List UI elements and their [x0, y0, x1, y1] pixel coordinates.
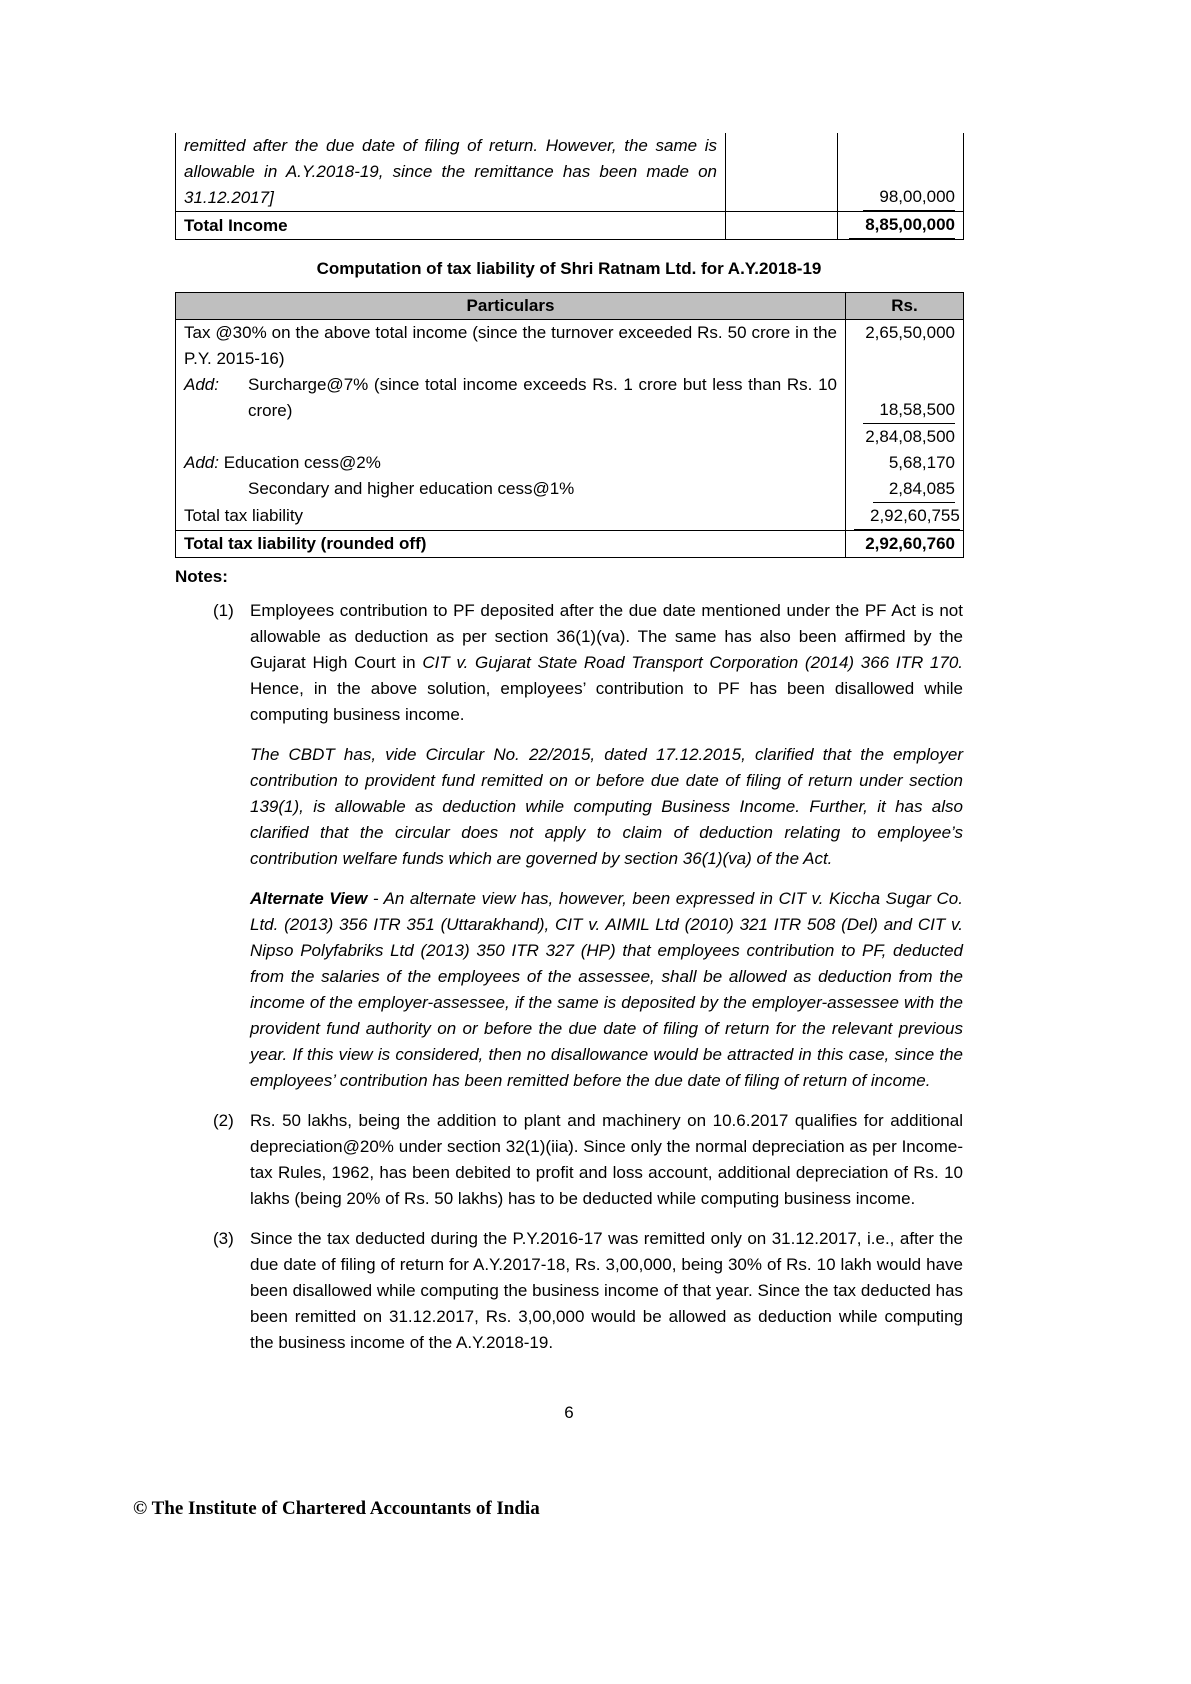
particulars-cell [176, 320, 846, 373]
amount-cell: 2,92,60,760 [846, 531, 964, 558]
note-body [250, 1108, 963, 1212]
tax-liability-table [175, 292, 964, 558]
note-number: (2) [213, 1111, 234, 1130]
particulars-cell: Total tax liability (rounded off) [176, 531, 846, 558]
text-segment: Employees contribution to PF deposited after the due date mentioned under the PF Act is not allowable as deduction as per section 36(1)(va). The same has also been affirmed by the Gujarat High Court in [250, 601, 963, 672]
row-text-main: Education cess@2% [223, 453, 381, 472]
amount-value: 2,92,60,755 [854, 503, 960, 530]
note-paragraph-alternate-view [250, 886, 963, 1094]
copyright-footer: © The Institute of Chartered Accountants of India [133, 1498, 540, 1519]
note-paragraph-cbdt [250, 742, 963, 872]
notes-section [175, 564, 963, 1356]
text-segment: Rs. 50 lakhs, being the addition to plant and machinery on 10.6.2017 qualifies for additional depreciation@20% under section 32(1)(iia). Since only the normal depreciation as per Income-tax Rules, 1962, has been debited to profit and loss account, additional depreciation of Rs. 10 lakhs (being 20% of Rs. 50 lakhs) has to be deducted while computing business income. [250, 1111, 963, 1208]
column-header-amount: Rs. [846, 293, 964, 320]
table-row-she-cess [176, 476, 964, 503]
table-header-row [176, 293, 964, 320]
total-income-table [175, 133, 964, 240]
page-number: 6 [564, 1403, 574, 1422]
amount-cell [846, 503, 964, 531]
page-content [175, 133, 963, 1370]
table-row-tax-30 [176, 320, 964, 373]
case-citation: CIT v. Gujarat State Road Transport Corporation (2014) 366 ITR 170. [422, 653, 964, 672]
note-number: (3) [213, 1229, 234, 1248]
amount-cell: 5,68,170 [846, 450, 964, 476]
table-row-surcharge [176, 372, 964, 424]
carryover-text: remitted after the due date of filing of return. However, the same is allowable in A.Y.2018-19, since the remittance has been made on 31.12.2017] [184, 136, 717, 207]
add-prefix: Add: [184, 375, 219, 394]
note-paragraph [250, 598, 963, 728]
text-segment: Hence, in the above solution, employees’ contribution to PF has been disallowed while computing business income. [250, 679, 963, 724]
add-prefix: Add: [184, 453, 219, 472]
table-row-total-tax [176, 503, 964, 531]
note-item-2 [175, 1108, 963, 1212]
text-segment: Since the tax deducted during the P.Y.2016-17 was remitted only on 31.12.2017, i.e., after the due date of filing of return for A.Y.2017-18, Rs. 3,00,000, being 30% of Rs. 10 lakh would have been disallowed while computing the business income of that year. Since the tax deducted has been remitted on 31.12.2017, Rs. 3,00,000 would be allowed as deduction while computing the business income of the A.Y.2018-19. [250, 1229, 963, 1352]
total-income-label: Total Income [176, 212, 726, 240]
note-item-3 [175, 1226, 963, 1356]
particulars-cell [176, 424, 846, 450]
particulars-cell: Secondary and higher education cess@1% [248, 479, 575, 498]
text-segment: - An alternate view has, however, been expressed in CIT v. Kiccha Sugar Co. Ltd. (2013) 356 ITR 351 (Uttarakhand), CIT v. AIMIL Ltd (2010) 321 ITR 508 (Del) and CIT v. Nipso Polyfabriks Ltd (2013) 350 ITR 327 (HP) that employees contribution to PF, deducted from the salaries of the employees of the assessee, shall be allowed as deduction from the income of the employer-assessee, if the same is deposited by the employer-assessee with the provident fund authority on or before the due date of filing of return for the relevant previous year. If this view is considered, then no disallowance would be attracted in this case, since the employees’ contribution has been remitted before the due date of filing of return of income. [250, 889, 963, 1090]
empty-cell [726, 212, 838, 240]
section-heading: Computation of tax liability of Shri Ratnam Ltd. for A.Y.2018-19 [316, 259, 822, 278]
row-text [184, 372, 837, 424]
particulars-cell [176, 450, 846, 476]
table-row-total-income [176, 212, 964, 240]
table-row-education-cess [176, 450, 964, 476]
row-text-main: Surcharge@7% (since total income exceeds Rs. 1 crore but less than Rs. 10 crore) [248, 375, 837, 420]
table-row-subtotal [176, 424, 964, 450]
column-header-particulars: Particulars [176, 293, 846, 320]
carryover-cell [176, 133, 726, 212]
note-body [250, 1226, 963, 1356]
note-item-1 [175, 598, 963, 1094]
note-number: (1) [213, 601, 234, 620]
note-body [250, 598, 963, 1094]
amount-value: 8,85,00,000 [849, 212, 955, 239]
carryover-amount-cell [838, 133, 964, 212]
particulars-cell [176, 372, 846, 424]
table-row-total-tax-rounded [176, 531, 964, 558]
amount-value: 2,84,085 [873, 476, 955, 503]
alternate-view-label: Alternate View [250, 889, 368, 908]
note-paragraph [250, 1226, 963, 1356]
notes-heading: Notes: [175, 567, 228, 586]
text-segment: The CBDT has, vide Circular No. 22/2015, dated 17.12.2015, clarified that the employer contribution to provident fund remitted on or before due date of filing of return under section 139(1), is allowable as deduction while computing Business Income. Further, it has also clarified that the circular does not apply to claim of deduction relating to employee’s contribution welfare funds which are governed by section 36(1)(va) of the Act. [250, 745, 963, 868]
table-row-carryover [176, 133, 964, 212]
total-income-amount-cell [838, 212, 964, 240]
row-text: Tax @30% on the above total income (since the turnover exceeded Rs. 50 crore in the P.Y. 2015-16) [184, 323, 837, 368]
note-paragraph [250, 1108, 963, 1212]
particulars-cell: Total tax liability [184, 506, 304, 525]
amount-cell [846, 476, 964, 503]
amount-cell: 2,65,50,000 [846, 320, 964, 373]
amount-value: 18,58,500 [863, 397, 955, 424]
amount-cell: 2,84,08,500 [846, 424, 964, 450]
amount-cell [846, 372, 964, 424]
empty-cell [726, 133, 838, 212]
amount-value: 98,00,000 [863, 184, 955, 211]
